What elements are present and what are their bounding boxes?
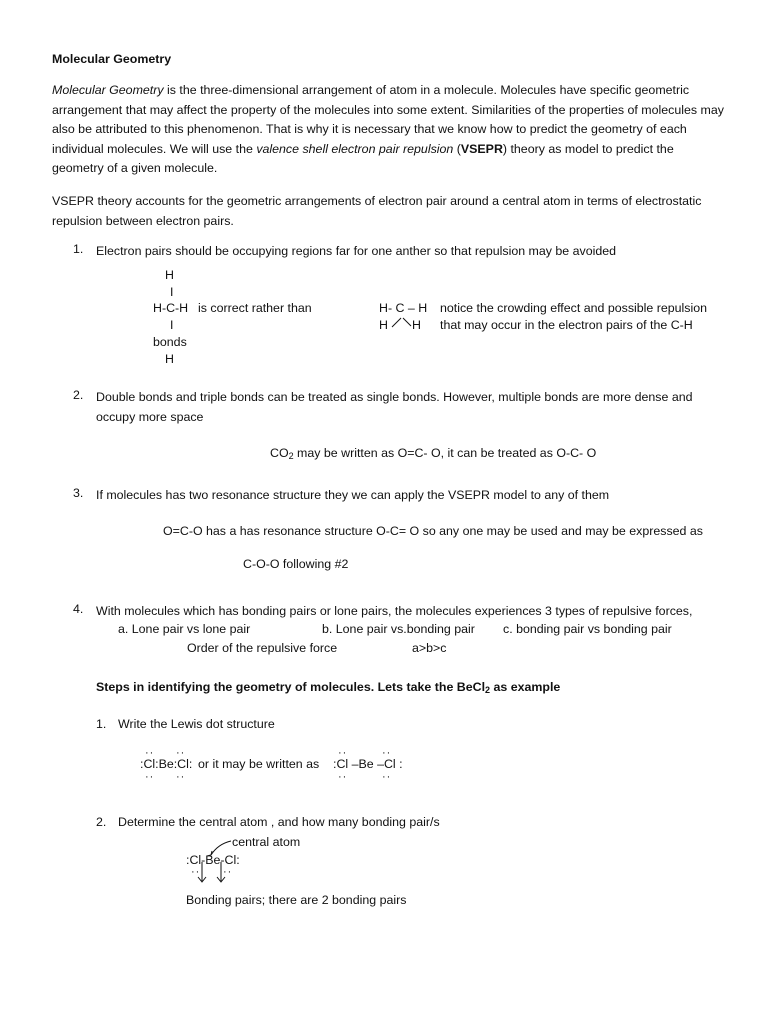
lewis-formula-1: :Cl:Be:Cl: [140, 757, 193, 771]
lewis-formula-2: :Cl –Be –Cl : [333, 757, 403, 771]
lone-pair-dots: ·· [145, 747, 155, 759]
lone-pair-dots: ·· [176, 771, 186, 783]
lewis-or-label: or it may be written as [198, 757, 320, 771]
steps-heading-end: as example [490, 680, 561, 694]
central-atom-arrowhead [207, 851, 212, 856]
lone-pair-dots: ·· [382, 771, 392, 783]
central-atom-arrow [211, 841, 231, 855]
vsepr-paragraph: VSEPR theory accounts for the geometric arrangements of electron pair around a central atom in terms of electrostatic repulsion between electron pairs. [52, 194, 702, 228]
step-2-text: Determine the central atom , and how many bonding pair/s [118, 815, 440, 829]
lone-pair-dots: ·· [338, 771, 348, 783]
lone-pair-dots: ·· [382, 747, 392, 759]
rule-4-text: With molecules which has bonding pairs or lone pairs, the molecules experiences 3 types of repulsive forces, [96, 604, 693, 618]
co2-description: may be written as O=C- O, it can be treated as O-C- O [293, 446, 597, 460]
order-label: Order of the repulsive force [187, 641, 338, 655]
crowded-h-left: H [379, 318, 388, 332]
bond-line-right [403, 318, 411, 326]
hch-top-h: H [165, 268, 174, 282]
rule-3-text: If molecules has two resonance structure they we can apply the VSEPR model to any of them [96, 488, 610, 502]
bonds-label: bonds [153, 335, 187, 349]
bonding-formula: :Cl-Be-Cl: [186, 853, 240, 867]
force-a: a. Lone pair vs lone pair [118, 622, 251, 636]
lone-pair-dots: ·· [191, 866, 201, 878]
page-title: Molecular Geometry [52, 52, 172, 66]
bond-line-left [392, 318, 401, 327]
rule-2-number: 2. [73, 388, 84, 402]
rule-2-text: Double bonds and triple bonds can be treated as single bonds. However, multiple bonds are more dense and occupy more space [96, 390, 693, 424]
intro-text-b: ) theory as model to predict the geometry of a given molecule. [52, 141, 674, 176]
crowded-formula: H- C – H [379, 301, 428, 315]
step-1-number: 1. [96, 717, 107, 731]
hch-bottom-bar: I [170, 318, 174, 332]
hch-formula: H-C-H [153, 301, 189, 315]
lone-pair-dots: ·· [145, 771, 155, 783]
co2-subscript: 2 [288, 451, 294, 461]
intro-paren: ( [453, 141, 461, 156]
correct-label: is correct rather than [198, 301, 312, 315]
step-2-number: 2. [96, 815, 107, 829]
intro-term: Molecular Geometry [52, 83, 164, 97]
force-c: c. bonding pair vs bonding pair [503, 622, 672, 636]
intro-vsepr-abbr: VSEPR [460, 141, 503, 156]
force-b: b. Lone pair vs.bonding pair [322, 622, 475, 636]
hch-bottom-h: H [165, 352, 174, 366]
intro-vsepr-full: valence shell electron pair repulsion [256, 141, 454, 156]
coo-line: C-O-O following #2 [243, 557, 349, 571]
rule-3-number: 3. [73, 486, 84, 500]
intro-text-a: is the three-dimensional arrangement of atom in a molecule. Molecules have specific geometric arrangement that may affect the property of the molecules into some extent. Similarities of the properties of molecules may also be attributed to this phenomenon. That is why it is necessary that we know how to predict the geometry of each individual molecules. We will use the [52, 83, 724, 156]
resonance-line: O=C-O has a has resonance structure O-C= O so any one may be used and may be expressed as [163, 524, 703, 538]
bonding-pairs-note: Bonding pairs; there are 2 bonding pairs [186, 893, 407, 907]
rule-1-number: 1. [73, 242, 84, 256]
lone-pair-dots: ·· [176, 747, 186, 759]
lone-pair-dots: ·· [223, 866, 233, 878]
co2-formula: CO [270, 446, 289, 460]
crowded-h-right: H [412, 318, 421, 332]
rule-4-number: 4. [73, 602, 84, 616]
rule-1-text: Electron pairs should be occupying regions far for one anther so that repulsion may be avoided [96, 244, 617, 258]
order-value: a>b>c [412, 641, 447, 655]
steps-heading-text: Steps in identifying the geometry of molecules. Lets take the BeCl [96, 680, 486, 694]
central-atom-label: central atom [232, 835, 301, 849]
crowding-note-line1: notice the crowding effect and possible repulsion [440, 301, 708, 315]
hch-top-bar: I [170, 285, 174, 299]
steps-heading-sub: 2 [485, 685, 491, 695]
lone-pair-dots: ·· [338, 747, 348, 759]
crowding-note-line2: that may occur in the electron pairs of the C-H [440, 318, 693, 332]
step-1-text: Write the Lewis dot structure [118, 717, 275, 731]
